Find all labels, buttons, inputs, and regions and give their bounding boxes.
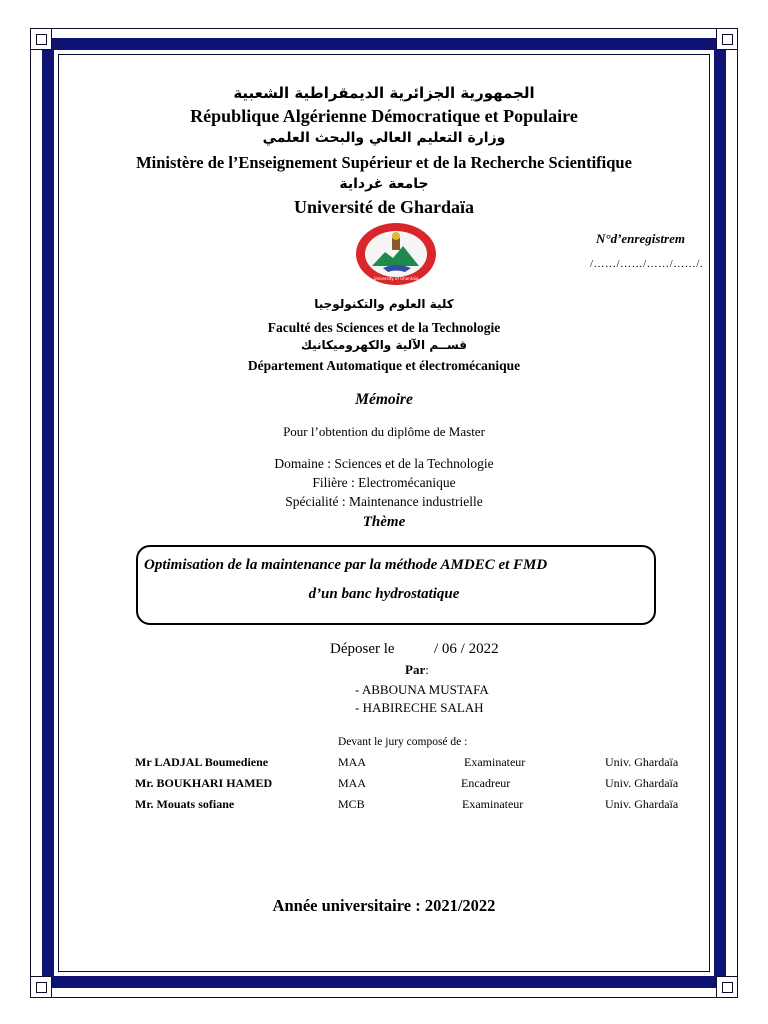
jury-member-role: Encadreur [461,776,511,790]
arabic-republic-title: الجمهورية الجزائرية الديمقراطية الشعبية [233,84,535,102]
arabic-department-name: قســم الآلية والكهروميكانيك [300,338,468,352]
field-line: Filière : Electromécanique [312,475,456,490]
university-seal-icon [355,222,437,286]
jury-intro: Devant le jury composé de : [338,736,468,748]
jury-member-name: Mr. BOUKHARI HAMED [135,776,273,790]
degree-purpose: Pour l’obtention du diplôme de Master [283,424,485,439]
jury-member-grade: MAA [338,755,367,769]
jury-member-name: Mr LADJAL Boumediene [135,755,269,769]
jury-member-institution: Univ. Ghardaïa [605,797,679,811]
border-corner-bottom-left [30,976,52,998]
jury-member-role: Examinateur [462,797,524,811]
deposit-date: / 06 / 2022 [434,641,499,657]
domain-line: Domaine : Sciences et de la Technologie [274,456,494,471]
registration-number-field: /……/……/……/……/. [590,258,704,270]
department-name: Département Automatique et électromécanique [247,358,521,373]
authors-colon: : [425,662,429,677]
document-type-title: Mémoire [355,391,413,408]
authors-label: Par [405,662,426,677]
jury-member-grade: MAA [338,776,367,790]
theme-title-line1: Optimisation de la maintenance par la méthode AMDEC et FMD [144,557,548,573]
jury-row [0,797,768,815]
border-corner-bottom-right [716,976,738,998]
jury-row [0,755,768,773]
svg-text:University of Ghardaia: University of Ghardaia [373,276,419,281]
arabic-university-name: جامعة غرداية [339,176,429,192]
academic-year: Année universitaire : 2021/2022 [272,896,496,915]
jury-member-name: Mr. Mouats sofiane [135,797,235,811]
jury-member-institution: Univ. Ghardaïa [605,776,679,790]
arabic-ministry-title: وزارة التعليم العالي والبحث العلمي [262,130,506,146]
jury-member-role: Examinateur [464,755,526,769]
author-name: - HABIRECHE SALAH [355,700,484,715]
border-corner-top-left [30,28,52,50]
jury-member-grade: MCB [338,797,365,811]
ministry-title: Ministère de l’Enseignement Supérieur et de la Recherche Scientifique [136,153,632,172]
registration-number-label: N°d’enregistrem [596,231,685,246]
deposit-label: Déposer le [330,641,395,657]
republic-title: République Algérienne Démocratique et Populaire [190,106,578,126]
faculty-name: Faculté des Sciences et de la Technologie [267,320,501,335]
border-corner-top-right [716,28,738,50]
theme-title-line2: d’un banc hydrostatique [308,586,460,602]
jury-row [0,776,768,794]
authors-label-row [405,662,429,678]
arabic-faculty-name: كلية العلوم والتكنولوجيا [314,297,454,311]
specialty-line: Spécialité : Maintenance industrielle [285,494,483,509]
theme-label: Thème [362,514,406,530]
author-name: - ABBOUNA MUSTAFA [355,682,489,697]
jury-member-institution: Univ. Ghardaïa [605,755,679,769]
university-name: Université de Ghardaïa [294,197,474,217]
